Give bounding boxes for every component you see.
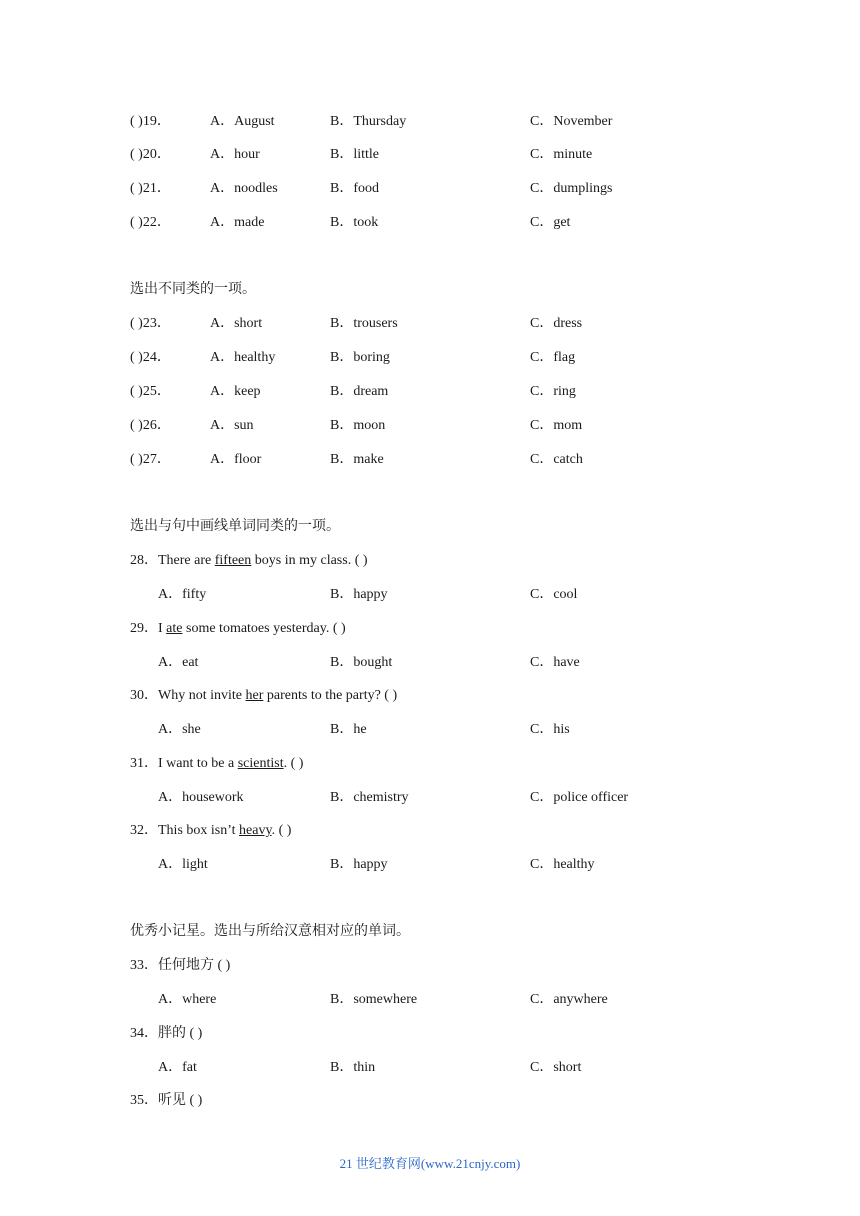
option-b: B．thin	[330, 1060, 376, 1075]
question-number: ( )23．	[130, 316, 171, 331]
stem-text: There are	[158, 553, 215, 568]
question-31-stem	[130, 754, 303, 774]
option-c: C．catch	[530, 452, 583, 467]
option-c: C．his	[530, 722, 570, 737]
section-instruction: 选出不同类的一项。	[130, 282, 256, 297]
underlined-word: her	[245, 688, 264, 703]
option-a: A．noodles	[210, 181, 278, 196]
option-c: C．dress	[530, 316, 583, 331]
question-32-options	[130, 855, 690, 875]
option-b: B．boring	[330, 350, 390, 365]
stem-text: some tomatoes yesterday. ( )	[182, 621, 346, 636]
question-number: ( )19．	[130, 114, 171, 129]
question-35-stem: 35．听见 ( )	[130, 1093, 203, 1108]
option-c: C．police officer	[530, 790, 629, 805]
option-b: B．moon	[330, 418, 386, 433]
question-34-options	[130, 1058, 690, 1078]
stem-text: This box isn’t	[158, 823, 240, 838]
option-a: A．made	[210, 215, 265, 230]
underlined-word: fifteen	[214, 553, 252, 568]
option-c: C．have	[530, 655, 580, 670]
option-a: A．light	[158, 857, 208, 872]
question-number: 31．	[130, 756, 158, 771]
option-a: A．sun	[210, 418, 254, 433]
question-32-stem	[130, 821, 291, 841]
stem-text: . ( )	[283, 756, 304, 771]
option-a: A．where	[158, 992, 217, 1007]
question-24	[130, 348, 690, 368]
question-number: ( )21．	[130, 181, 171, 196]
option-a: A．eat	[158, 655, 199, 670]
question-number: 32．	[130, 823, 158, 838]
option-c: C．minute	[530, 147, 593, 162]
question-number: 30．	[130, 688, 158, 703]
question-number: ( )26．	[130, 418, 171, 433]
option-b: B．Thursday	[330, 114, 407, 129]
option-b: B．trousers	[330, 316, 398, 331]
option-a: A．hour	[210, 147, 260, 162]
question-29-stem	[130, 619, 346, 639]
question-28-options	[130, 585, 690, 605]
option-a: A．healthy	[210, 350, 276, 365]
option-a: A．short	[210, 316, 263, 331]
option-c: C．November	[530, 114, 613, 129]
section-instruction: 优秀小记星。选出与所给汉意相对应的单词。	[130, 924, 410, 939]
option-b: B．somewhere	[330, 992, 418, 1007]
question-number: ( )25．	[130, 384, 171, 399]
question-number: ( )20．	[130, 147, 171, 162]
question-29-options	[130, 653, 690, 673]
page-footer: 21 世纪教育网(www.21cnjy.com)	[339, 1156, 521, 1171]
option-a: A．floor	[210, 452, 262, 467]
option-a: A．keep	[210, 384, 261, 399]
question-25	[130, 382, 690, 402]
question-number: ( )24．	[130, 350, 171, 365]
option-b: B．dream	[330, 384, 389, 399]
question-27	[130, 450, 690, 470]
question-19	[130, 112, 690, 132]
option-c: C．mom	[530, 418, 583, 433]
option-c: C．anywhere	[530, 992, 608, 1007]
stem-text: I	[158, 621, 167, 636]
question-26	[130, 416, 690, 436]
option-c: C．cool	[530, 587, 578, 602]
option-b: B．happy	[330, 857, 388, 872]
question-number: ( )22．	[130, 215, 171, 230]
question-31-options	[130, 788, 690, 808]
option-a: A．housework	[158, 790, 244, 805]
question-number: ( )27．	[130, 452, 171, 467]
option-c: C．flag	[530, 350, 576, 365]
underlined-word: ate	[166, 621, 183, 636]
question-33-options	[130, 990, 690, 1010]
stem-text: I want to be a	[158, 756, 238, 771]
question-28-stem	[130, 551, 368, 571]
option-a: A．fat	[158, 1060, 197, 1075]
option-a: A．fifty	[158, 587, 207, 602]
option-b: B．chemistry	[330, 790, 409, 805]
option-b: B．bought	[330, 655, 393, 670]
option-c: C．get	[530, 215, 571, 230]
option-b: B．food	[330, 181, 379, 196]
stem-text: . ( )	[271, 823, 292, 838]
option-a: A．she	[158, 722, 201, 737]
stem-text: parents to the party? ( )	[263, 688, 398, 703]
question-22	[130, 213, 690, 233]
option-b: B．make	[330, 452, 384, 467]
section-instruction: 选出与句中画线单词同类的一项。	[130, 519, 340, 534]
option-b: B．he	[330, 722, 367, 737]
option-c: C．dumplings	[530, 181, 613, 196]
underlined-word: heavy	[239, 823, 272, 838]
option-c: C．short	[530, 1060, 582, 1075]
stem-text: Why not invite	[158, 688, 246, 703]
question-23	[130, 314, 690, 334]
option-b: B．happy	[330, 587, 388, 602]
underlined-word: scientist	[237, 756, 284, 771]
option-b: B．took	[330, 215, 379, 230]
question-number: 28．	[130, 553, 158, 568]
question-21	[130, 179, 690, 199]
question-34-stem: 34．胖的 ( )	[130, 1026, 203, 1041]
question-20	[130, 145, 690, 165]
option-c: C．ring	[530, 384, 576, 399]
question-30-stem	[130, 686, 397, 706]
question-number: 29．	[130, 621, 158, 636]
option-c: C．healthy	[530, 857, 595, 872]
question-33-stem: 33．任何地方 ( )	[130, 958, 231, 973]
option-a: A．August	[210, 114, 275, 129]
option-b: B．little	[330, 147, 379, 162]
question-30-options	[130, 720, 690, 740]
stem-text: boys in my class. ( )	[251, 553, 368, 568]
